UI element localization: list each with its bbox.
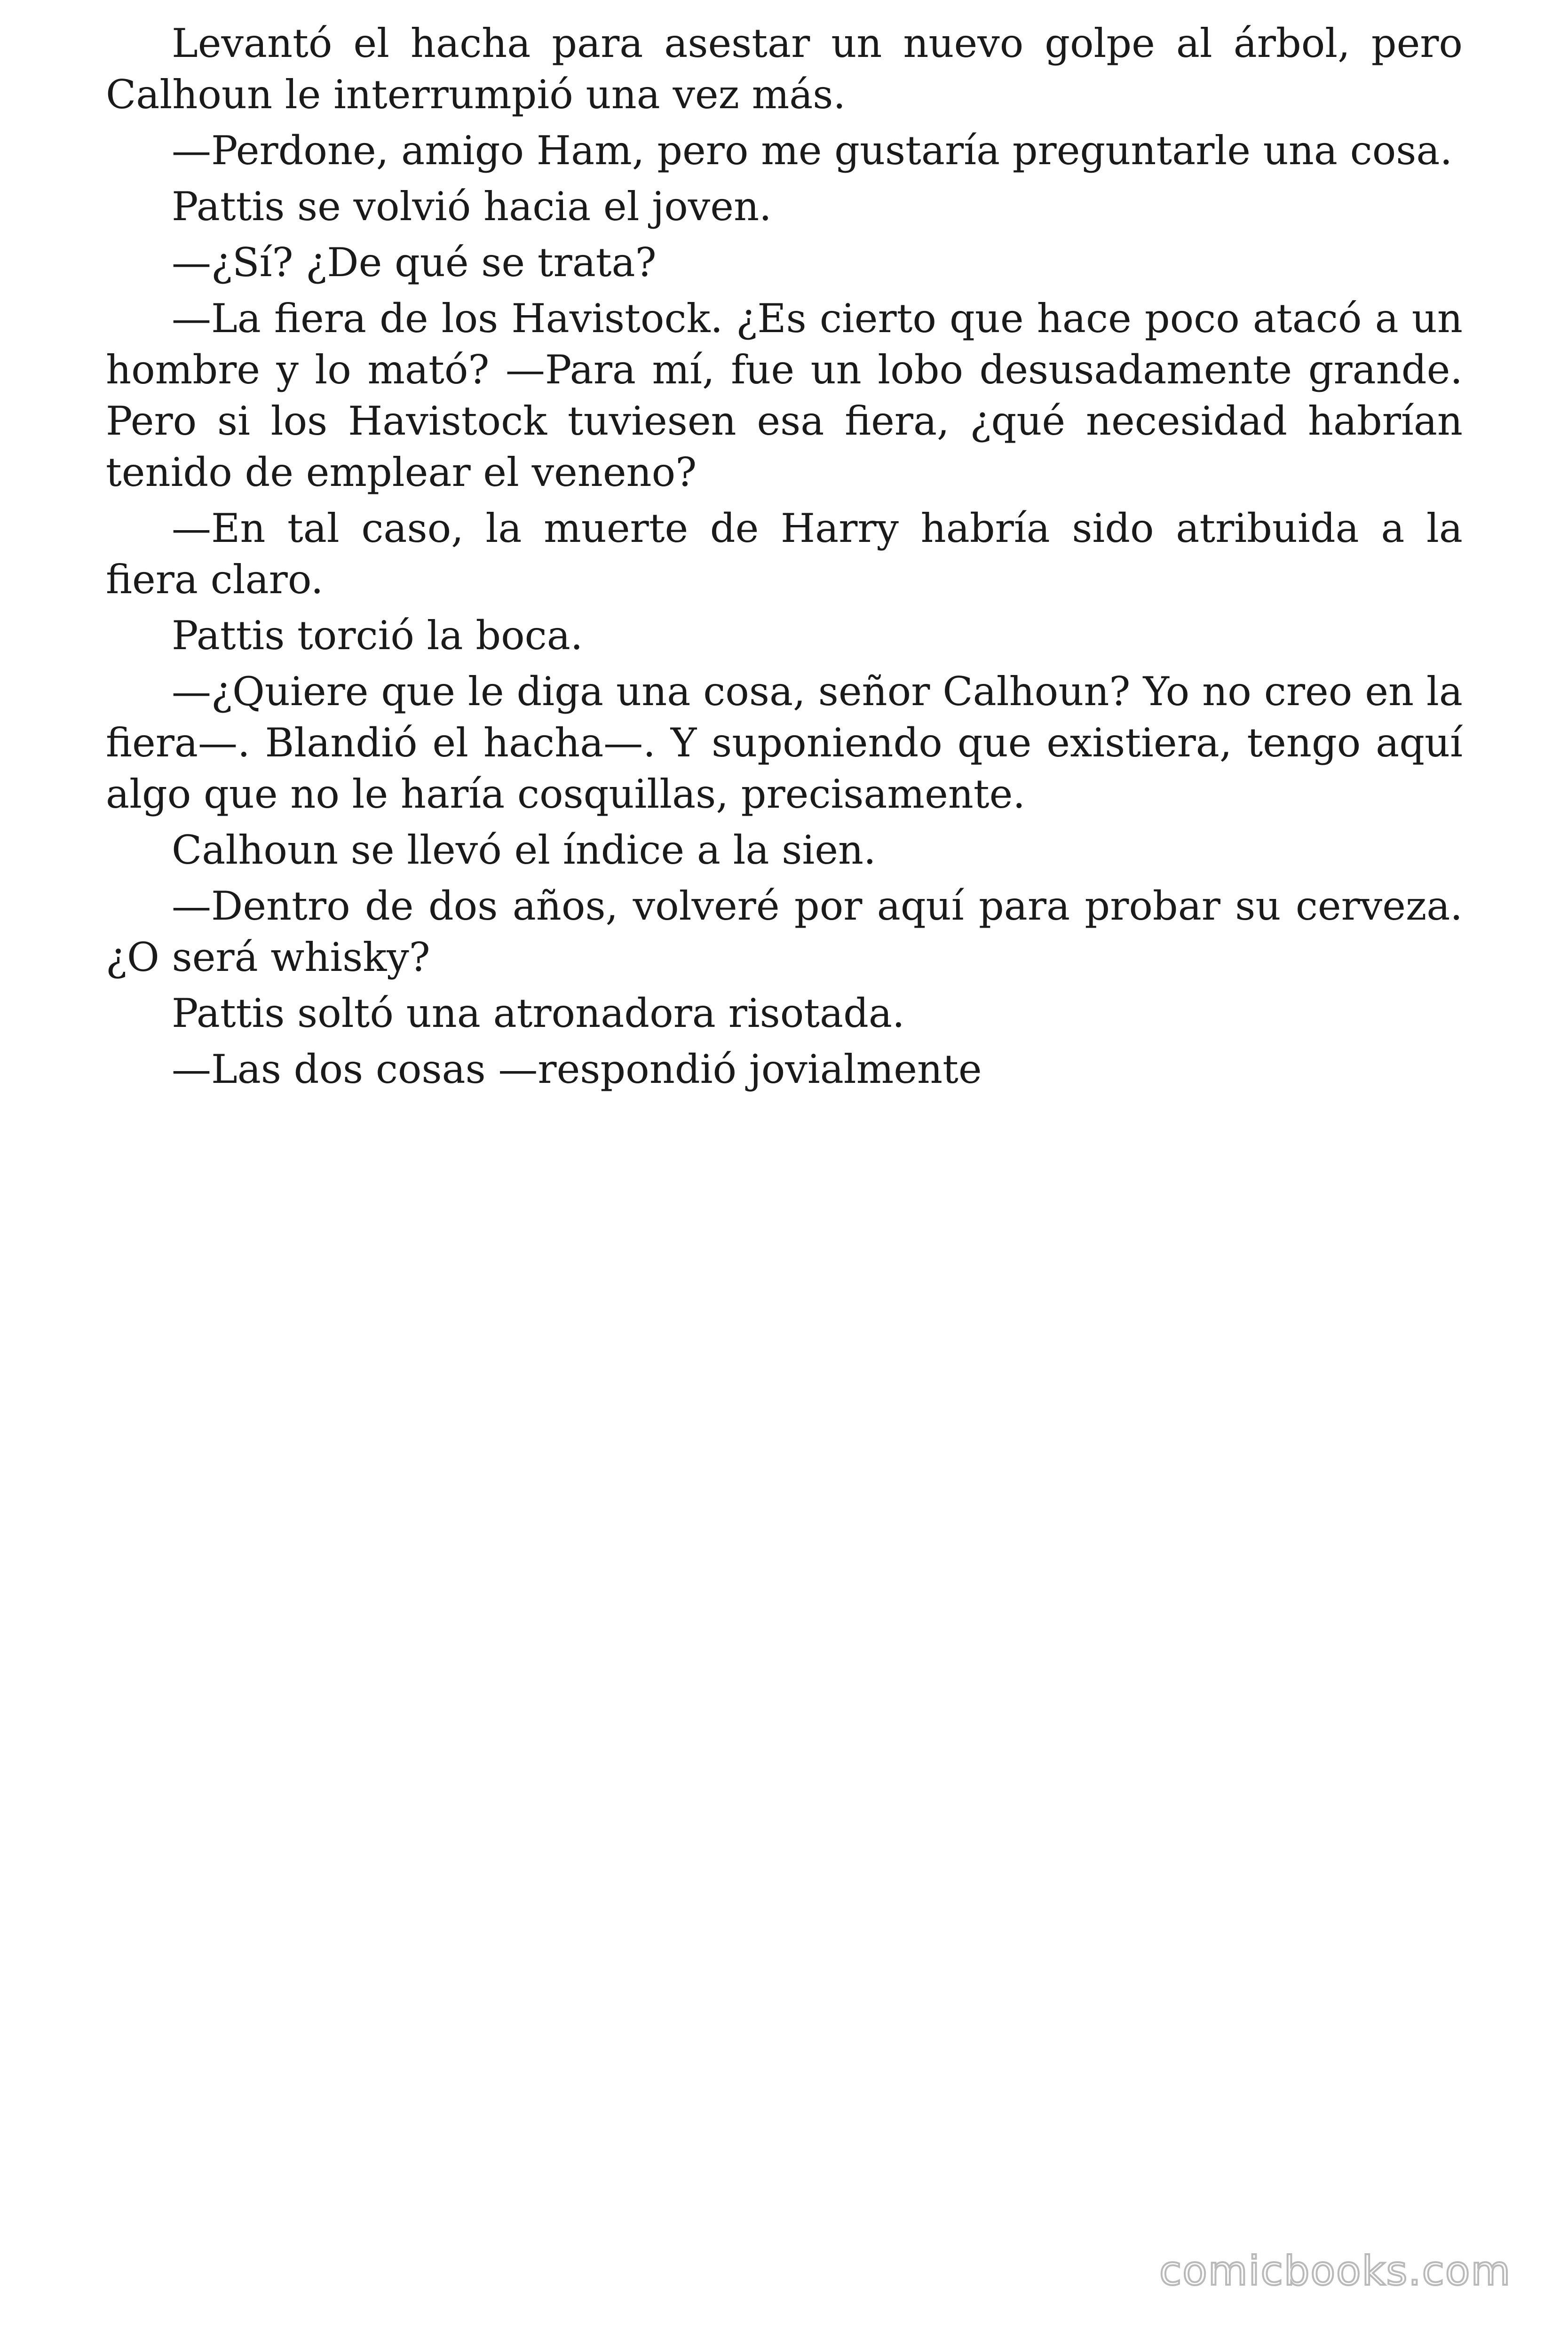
paragraph: Pattis se volvió hacia el joven. xyxy=(172,183,772,230)
paragraph: Pattis torció la boca. xyxy=(172,612,583,659)
paragraph: Pattis soltó una atronadora risotada. xyxy=(172,990,905,1036)
book-page-text xyxy=(106,18,1463,1100)
paragraph: Calhoun se llevó el índice a la sien. xyxy=(172,827,876,873)
paragraph: —¿Sí? ¿De qué se trata? xyxy=(172,239,657,286)
paragraph: Levantó el hacha para asestar un nuevo golpe al árbol, pero Calhoun le interrumpió una vez más. xyxy=(106,20,1463,118)
paragraph: —¿Quiere que le diga una cosa, señor Calhoun? Yo no creo en la fiera—. Blandió el hacha—. Y suponiendo que existiera, tengo aquí algo que no le haría cosquillas, precisamente. xyxy=(106,668,1463,817)
paragraph: —Las dos cosas —respondió jovialmente xyxy=(172,1046,982,1092)
paragraph: —En tal caso, la muerte de Harry habría sido atribuida a la fiera claro. xyxy=(106,505,1463,603)
paragraph: —Perdone, amigo Ham, pero me gustaría preguntarle una cosa. xyxy=(172,127,1453,174)
watermark-text: comicbooks.com xyxy=(1159,2248,1512,2295)
paragraph: —Dentro de dos años, volveré por aquí para probar su cerveza. ¿O será whisky? xyxy=(106,883,1463,980)
paragraph: —La fiera de los Havistock. ¿Es cierto que hace poco atacó a un hombre y lo mató? —Para mí, fue un lobo desusadamente grande. Pero si los Havistock tuviesen esa fiera, ¿qué necesidad habrían tenido de emplear el veneno? xyxy=(106,295,1463,495)
